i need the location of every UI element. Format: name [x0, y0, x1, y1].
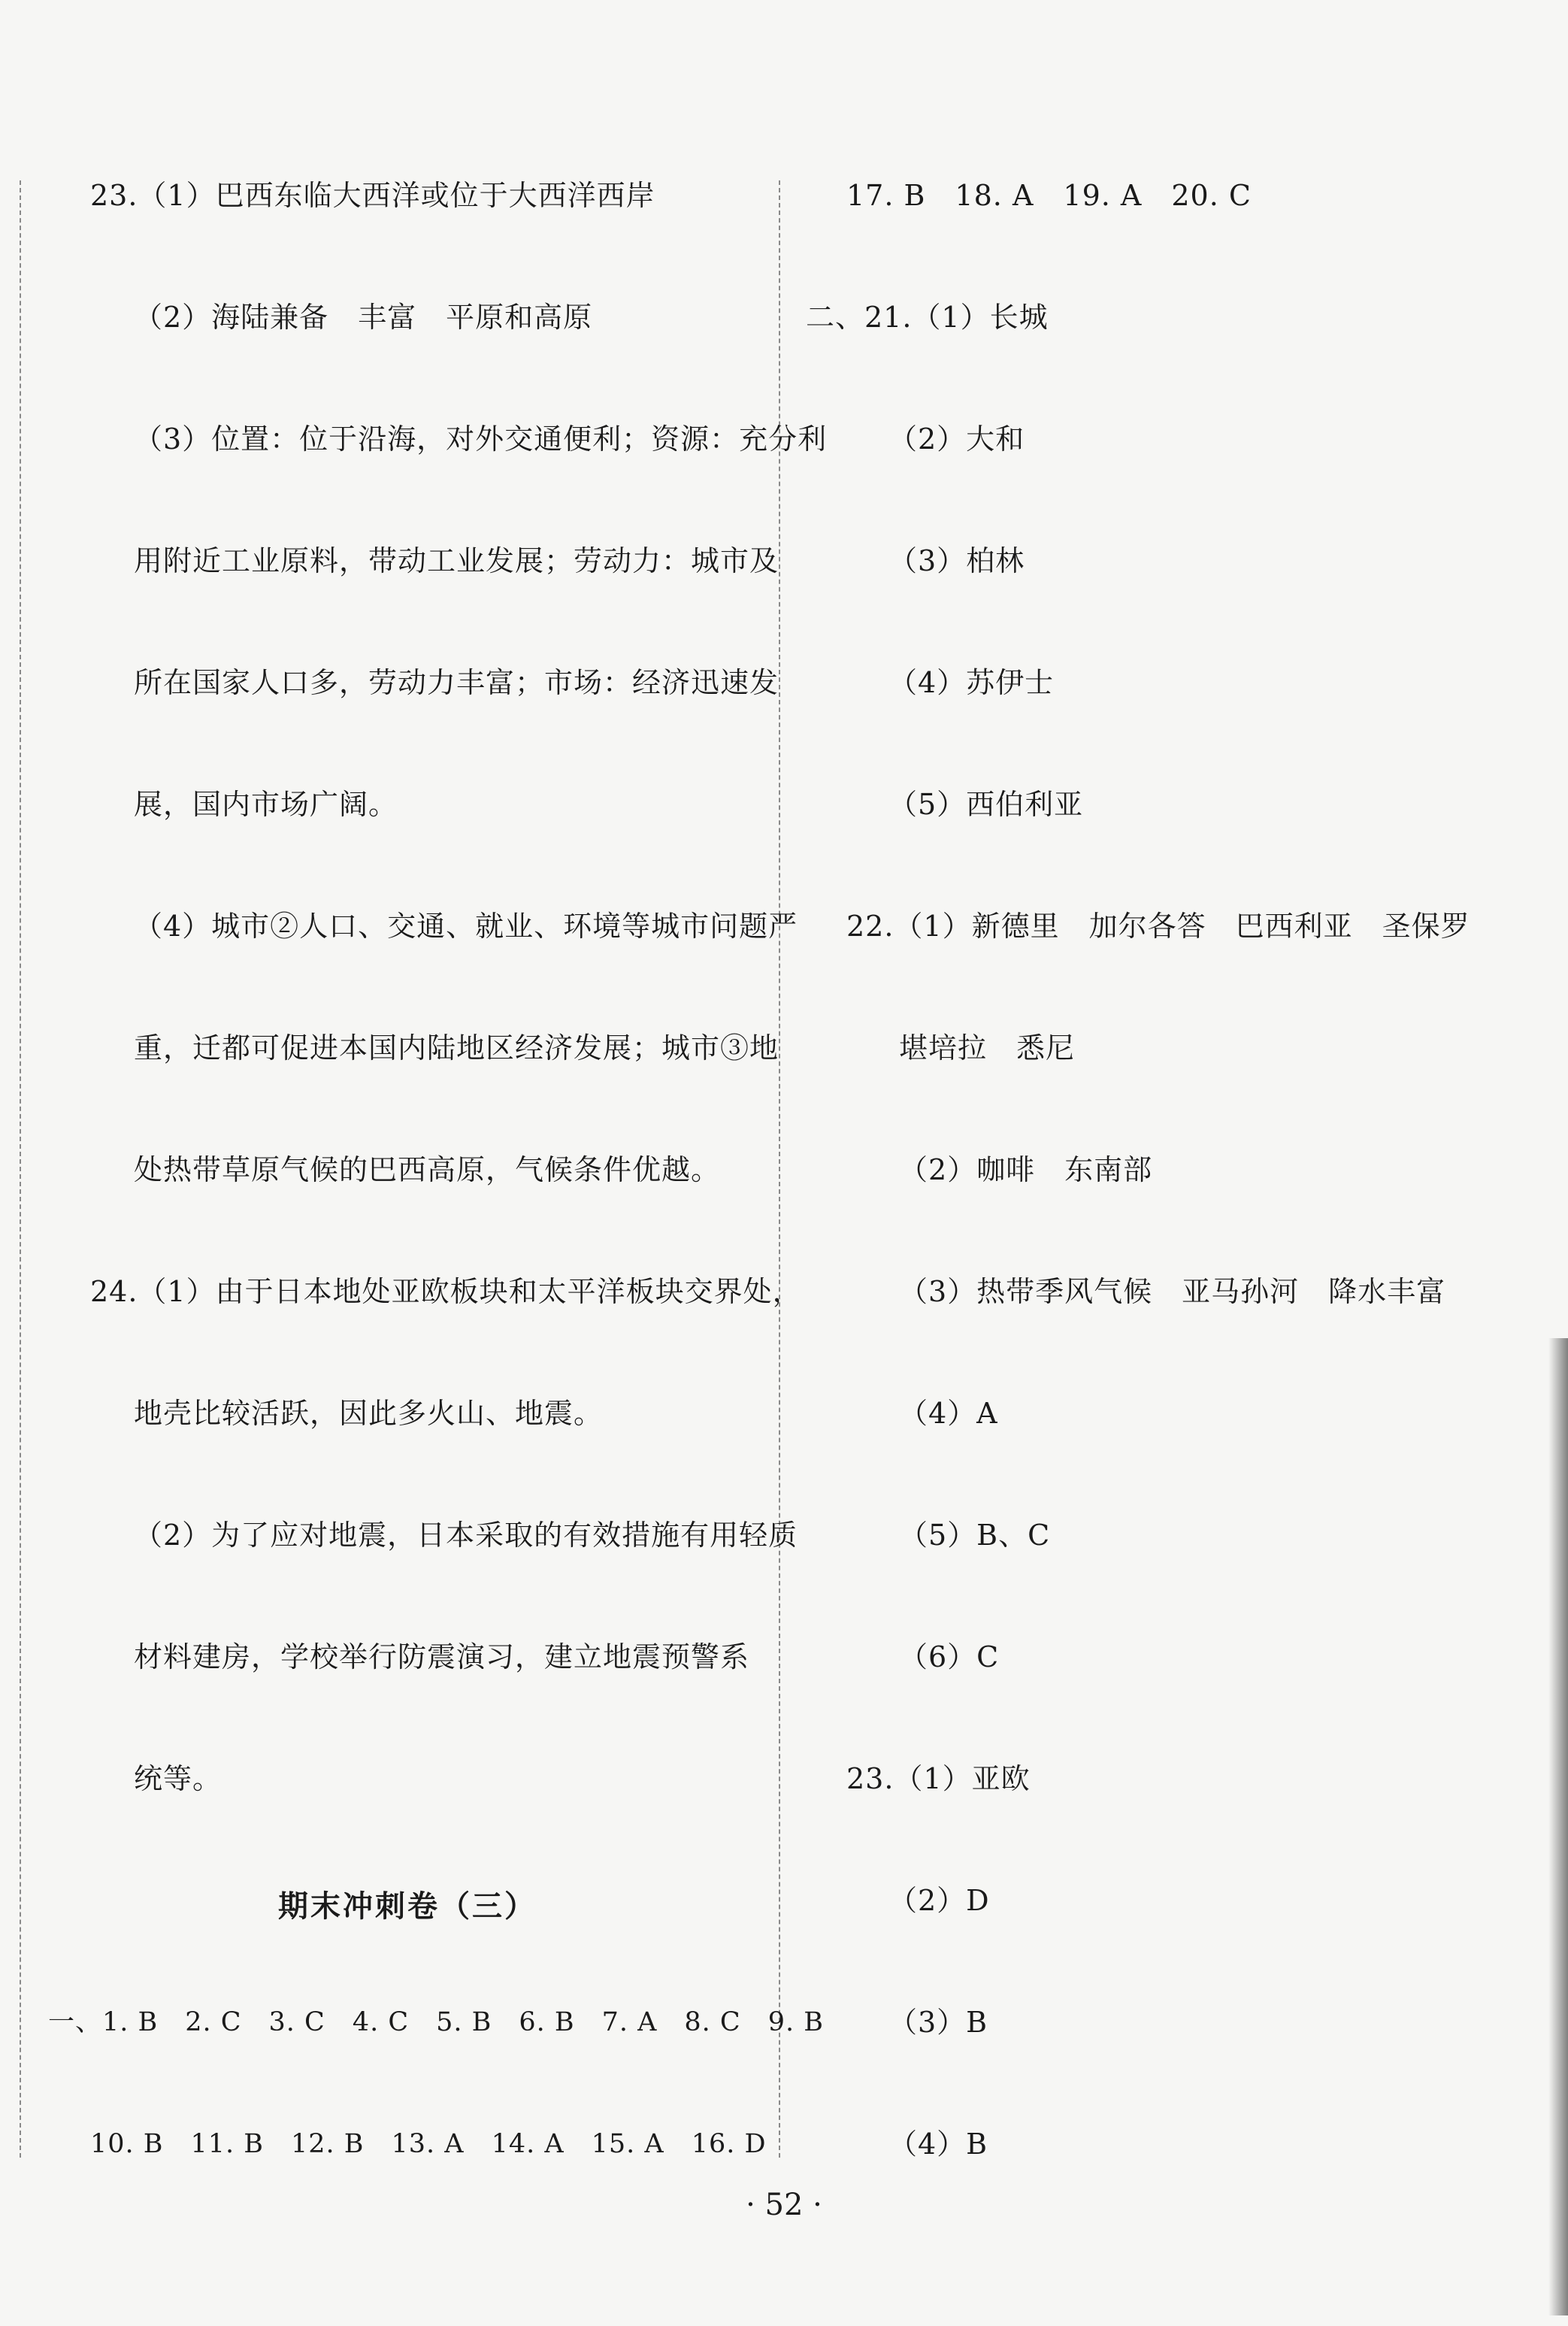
q23-part1: 23.（1）巴西东临大西洋或位于大西洋西岸	[90, 179, 655, 212]
left-binding-dashed-line	[20, 180, 21, 2158]
q22-part2: （2）咖啡 东南部	[899, 1153, 1153, 1186]
section-title: 期末冲刺卷（三）	[278, 1889, 537, 1924]
q22-part5: （5）B、C	[899, 1519, 1051, 1552]
q23-part3-line3: 所在国家人口多，劳动力丰富；市场：经济迅速发	[134, 666, 779, 699]
q23-part4-line3: 处热带草原气候的巴西高原，气候条件优越。	[134, 1153, 721, 1186]
answers-row-2: 10. B 11. B 12. B 13. A 14. A 15. A 16. D	[90, 2129, 767, 2159]
q21-part3: （3）柏林	[888, 544, 1025, 577]
q23b-part4: （4）B	[888, 2128, 988, 2161]
q21-part2: （2）大和	[888, 422, 1025, 456]
q23b-part2: （2）D	[888, 1884, 990, 1917]
q23-part3-line1: （3）位置：位于沿海，对外交通便利；资源：充分利	[134, 422, 828, 456]
q22-part3: （3）热带季风气候 亚马孙河 降水丰富	[899, 1275, 1446, 1308]
q23-part3-line2: 用附近工业原料，带动工业发展；劳动力：城市及	[134, 544, 779, 577]
q21-part5: （5）西伯利亚	[888, 788, 1084, 821]
q24-part1-line2: 地壳比较活跃，因此多火山、地震。	[134, 1397, 604, 1430]
q23-part2: （2）海陆兼备 丰富 平原和高原	[134, 301, 593, 334]
answers-17-20: 17. B 18. A 19. A 20. C	[846, 179, 1252, 212]
q23-part4-line2: 重，迁都可促进本国内陆地区经济发展；城市③地	[134, 1031, 779, 1065]
q23b-part1: 23.（1）亚欧	[846, 1762, 1031, 1795]
q22-part1-line2: 堪培拉 悉尼	[899, 1031, 1076, 1065]
q23b-part3: （3）B	[888, 2006, 988, 2039]
q23-part4-line1: （4）城市②人口、交通、就业、环境等城市问题严	[134, 910, 798, 943]
q22-part6: （6）C	[899, 1640, 1000, 1673]
q24-part1-line1: 24.（1）由于日本地处亚欧板块和太平洋板块交界处，	[90, 1275, 802, 1308]
q21-part1: 二、21.（1）长城	[806, 301, 1049, 334]
q23-part3-line4: 展，国内市场广阔。	[134, 788, 398, 821]
q22-part1-line1: 22.（1）新德里 加尔各答 巴西利亚 圣保罗	[846, 910, 1470, 943]
q22-part4: （4）A	[899, 1397, 998, 1430]
answers-row-1: 一、1. B 2. C 3. C 4. C 5. B 6. B 7. A 8. C 9. B	[48, 2007, 824, 2037]
q24-part2-line1: （2）为了应对地震，日本采取的有效措施有用轻质	[134, 1519, 798, 1552]
page-number: · 52 ·	[746, 2188, 822, 2222]
q21-part4: （4）苏伊士	[888, 666, 1055, 699]
scan-edge-shadow	[1548, 1338, 1568, 2315]
column-divider-dashed-line	[779, 180, 780, 2158]
q24-part2-line2: 材料建房，学校举行防震演习，建立地震预警系	[134, 1640, 750, 1673]
q24-part2-line3: 统等。	[134, 1762, 222, 1795]
